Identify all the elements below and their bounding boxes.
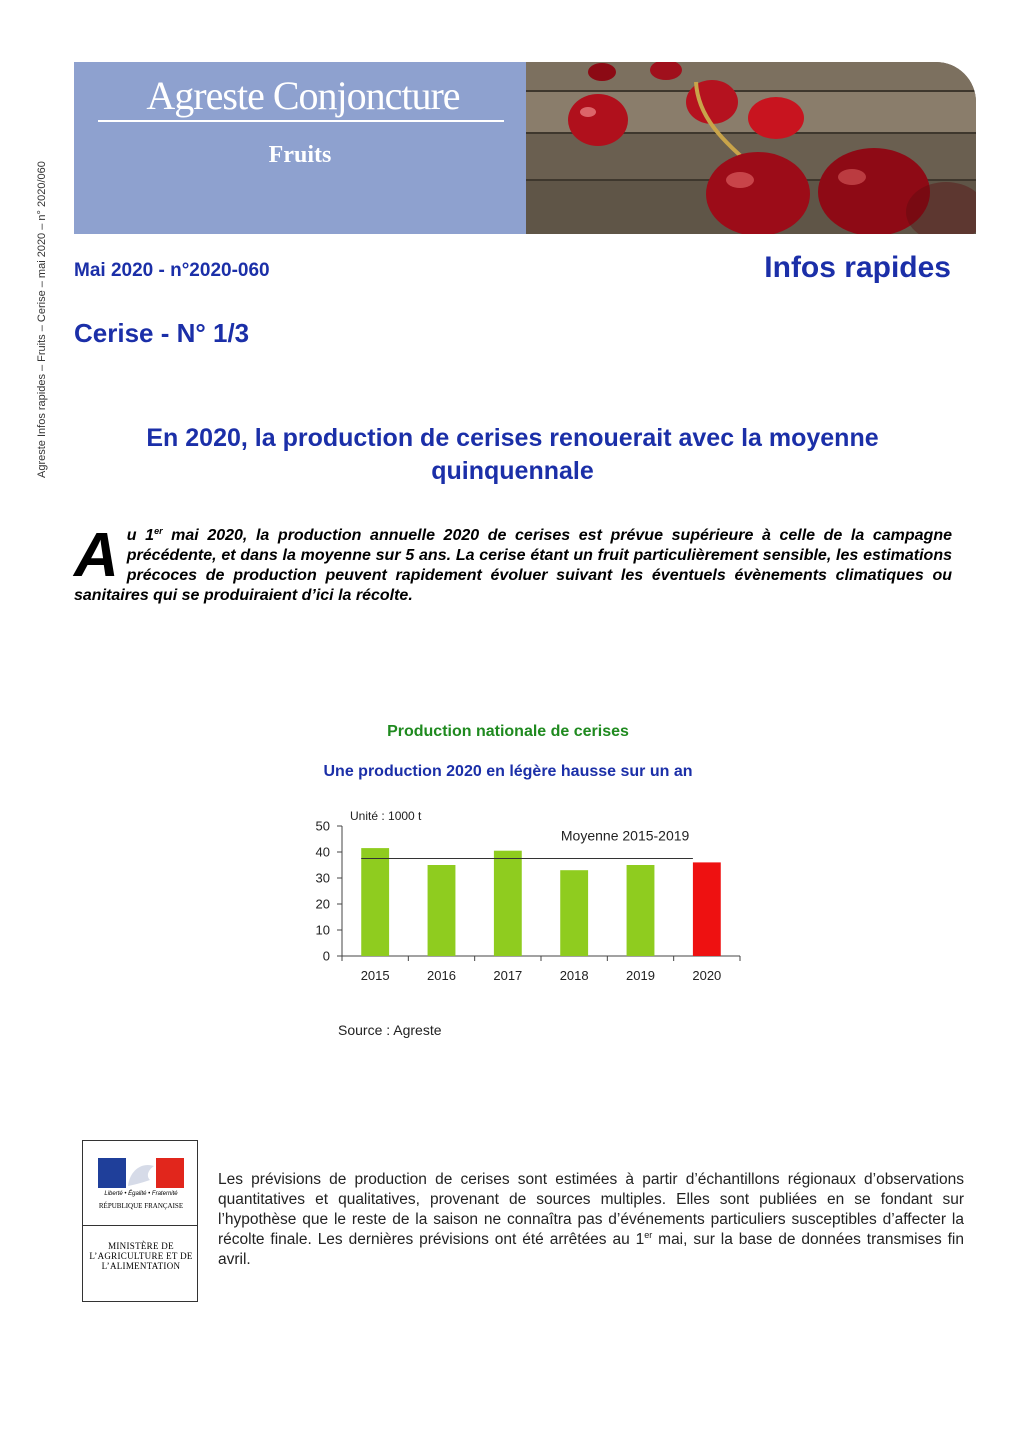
chart-source: Source : Agreste [338,1022,442,1038]
x-tick-label: 2019 [626,968,655,983]
note-text-start: Les prévisions de production de cerises sont estimées à partir d’échantillons régionaux d’observations quantitatives et qualitatives, provenant de sources multiples. Elles sont publiées en se fondant sur l’hypothèse que le reste de la saison ne connaîtra pas d’événements particuliers susceptibles d’affecter la récolte finale. Les dernières prévisions ont été arrêtées au 1 [218,1171,964,1248]
cherries-photo [526,62,976,234]
sidebar-publication-reference: Agreste Infos rapides – Fruits – Cerise – mai 2020 – n° 2020/060 [36,161,48,478]
logo-motto: Liberté • Égalité • Fraternité [104,1191,178,1197]
header-banner [74,62,976,234]
headline: En 2020, la production de cerises renouerait avec la moyenne quinquennale [146,424,879,485]
logo-ministry: MINISTÈRE DE L’AGRICULTURE ET DE L’ALIMENTATION [89,1241,193,1271]
chart-subtitle: Une production 2020 en légère hausse sur un an [323,763,693,780]
logo-country: RÉPUBLIQUE FRANÇAISE [98,1202,184,1210]
intro-paragraph [74,521,953,606]
x-tick-label: 2016 [427,968,456,983]
issue-date-number: Mai 2020 - n°2020-060 [74,260,270,281]
x-tick-label: 2017 [493,968,523,983]
y-tick-label: 50 [315,818,330,834]
bar-2016 [428,865,456,956]
ministry-logo [82,1140,198,1302]
bar-2018 [560,870,588,956]
y-tick-label: 0 [322,948,330,964]
bar-2019 [627,865,655,956]
note-text-rest: mai, sur la base de données transmises fin avril. [218,1231,964,1268]
publication-type: Infos rapides [764,251,951,284]
y-tick-label: 10 [315,922,330,938]
x-tick-label: 2020 [692,968,722,983]
marianne-flag-icon [98,1158,184,1188]
average-reference-label: Moyenne 2015-2019 [560,827,690,844]
series-title: Cerise - N° 1/3 [74,318,250,348]
bar-2017 [494,851,522,956]
chart-title: Production nationale de cerises [387,723,629,740]
intro-text-start: u 1 [126,527,155,544]
methodology-note [218,1170,964,1270]
drop-cap: A [74,521,119,590]
subject-title: Fruits [268,142,332,168]
bar-2015 [361,848,389,956]
brand-underline [98,120,504,122]
y-tick-label: 40 [315,844,330,860]
note-superscript: er [644,1230,653,1240]
unit-label: Unité : 1000 t [350,809,422,823]
intro-text-rest: mai 2020, la production annuelle 2020 de cerises est prévue supérieure à celle de la campagne précédente, et dans la moyenne sur 5 ans. La cerise étant un fruit particulièrement sensible, les estimations précoces de production peuvent rapidement évoluer suivant les éventuels évènements climatiques ou sanitaires qui se produiraient d’ici la récolte. [74,527,953,604]
x-tick-label: 2015 [360,968,390,983]
intro-superscript: er [154,526,163,536]
banner-title-panel [74,62,526,234]
y-tick-label: 30 [315,870,330,886]
x-tick-label: 2018 [559,968,589,983]
brand-title: Agreste Conjoncture [146,73,460,118]
logo-divider [83,1225,197,1226]
y-tick-label: 20 [315,896,330,912]
production-bar-chart [290,800,760,990]
bar-2020 [693,862,721,956]
